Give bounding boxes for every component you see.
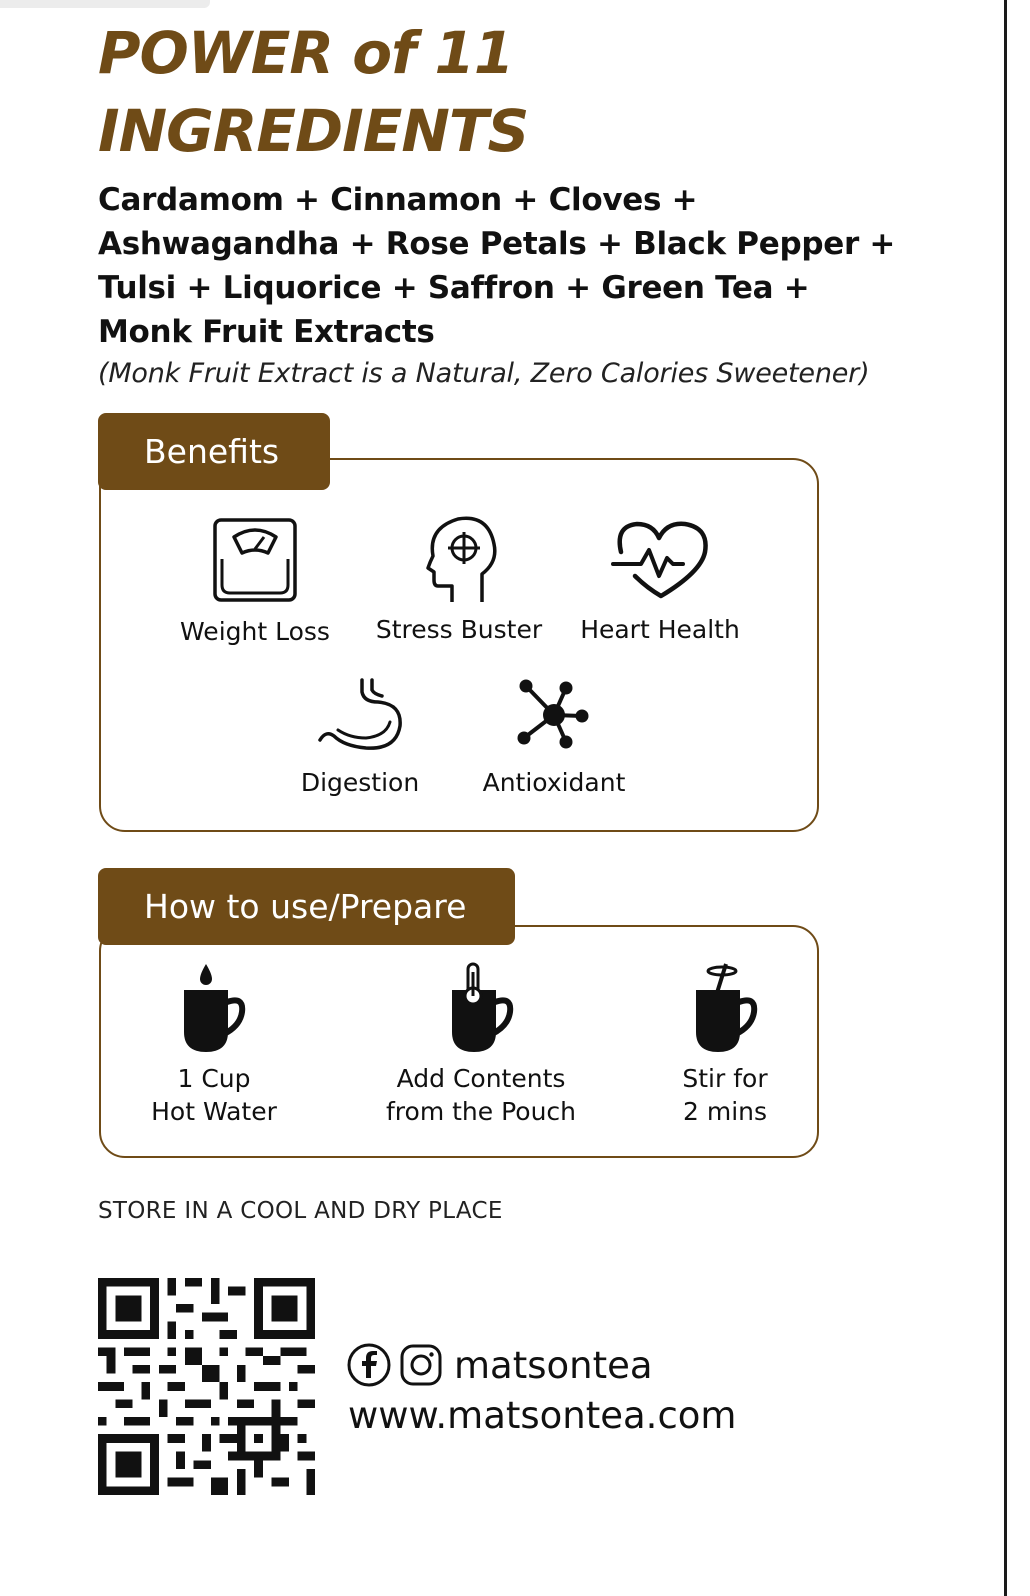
cup-water-drop-icon — [180, 962, 250, 1054]
cup-stir-icon — [692, 962, 762, 1054]
benefit-label-weight-loss: Weight Loss — [180, 617, 330, 646]
website-link[interactable]: www.matsontea.com — [348, 1394, 737, 1437]
ingredients-line-2: Ashwagandha + Rose Petals + Black Pepper + — [98, 226, 896, 262]
head-brain-icon — [424, 514, 500, 606]
social-row — [346, 1340, 653, 1390]
benefit-label-antioxidant: Antioxidant — [482, 768, 626, 797]
qr-code-icon[interactable] — [98, 1278, 315, 1495]
benefit-label-digestion: Digestion — [300, 768, 420, 797]
social-handle[interactable]: matsontea — [454, 1343, 653, 1387]
ingredients-line-1: Cardamom + Cinnamon + Cloves + — [98, 182, 698, 218]
stomach-icon — [318, 678, 406, 754]
instagram-icon[interactable] — [398, 1342, 444, 1388]
step-1-line-1: 1 Cup — [177, 1064, 251, 1093]
top-edge-fade — [0, 0, 210, 8]
step-1-line-2: Hot Water — [151, 1097, 277, 1126]
molecule-icon — [516, 678, 592, 750]
heart-pulse-icon — [611, 520, 711, 600]
storage-instruction: STORE IN A COOL AND DRY PLACE — [98, 1198, 503, 1224]
step-3-line-1: Stir for — [682, 1064, 768, 1093]
cup-thermometer-icon — [448, 962, 518, 1054]
sweetener-note: (Monk Fruit Extract is a Natural, Zero Calories Sweetener) — [98, 358, 870, 389]
step-2-line-1: Add Contents — [396, 1064, 566, 1093]
ingredients-line-3: Tulsi + Liquorice + Saffron + Green Tea + — [98, 270, 810, 306]
benefit-label-heart-health: Heart Health — [580, 615, 740, 644]
step-3-line-2: 2 mins — [682, 1097, 768, 1126]
benefits-heading: Benefits — [98, 413, 330, 490]
ingredients-line-4: Monk Fruit Extracts — [98, 314, 435, 350]
right-border-line — [1004, 0, 1007, 1596]
step-2-line-2: from the Pouch — [385, 1097, 577, 1126]
benefit-label-stress-buster: Stress Buster — [375, 615, 543, 644]
title-line-2: INGREDIENTS — [98, 97, 529, 165]
weighing-scale-icon — [212, 517, 298, 603]
howto-heading: How to use/Prepare — [98, 868, 515, 945]
facebook-icon[interactable] — [346, 1342, 392, 1388]
title-line-1: POWER of 11 — [98, 19, 514, 87]
